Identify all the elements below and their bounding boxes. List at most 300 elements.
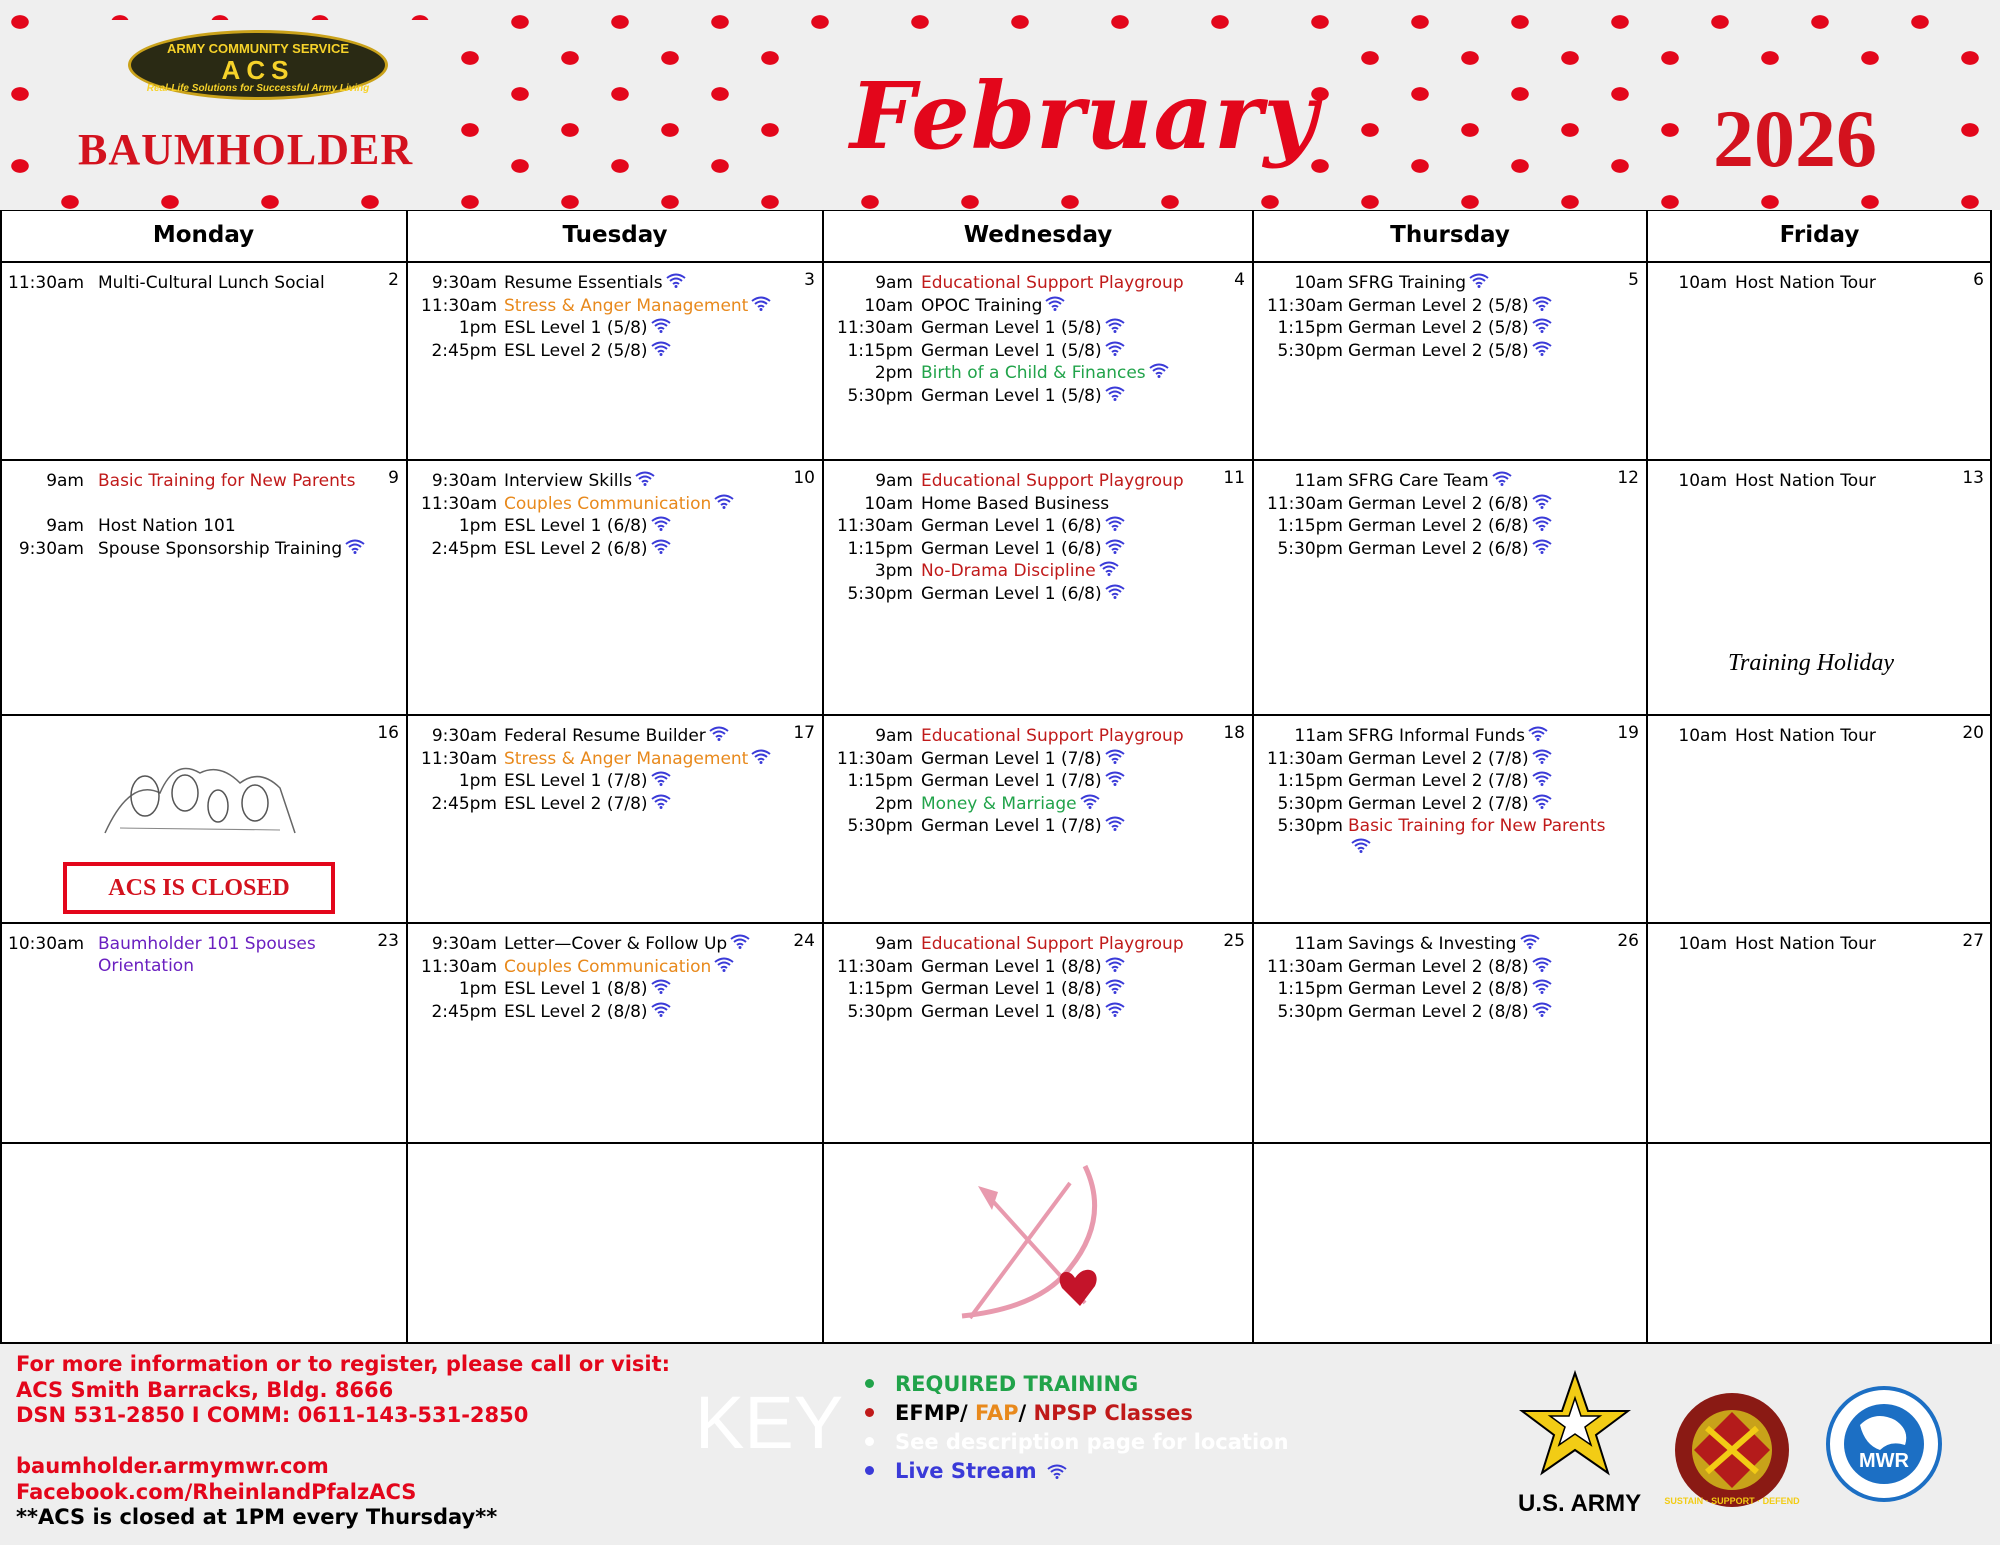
acs-logo [128,30,388,100]
day-cell [407,262,823,460]
event-name [1348,493,1552,515]
wifi-icon [1105,583,1125,605]
day-cell [407,923,823,1143]
event-label: Educational Support Playgroup [921,273,1184,293]
key-required-label: REQUIRED TRAINING [895,1372,1139,1396]
wifi-icon [1105,385,1125,407]
wifi-icon [635,470,655,492]
wifi-icon [751,748,771,770]
event-name [1348,538,1552,560]
event-name [98,272,325,294]
event-time: 11:30am [8,273,84,293]
event-name [504,538,671,560]
footer-link[interactable]: baumholder.armymwr.com [16,1454,329,1478]
event-label: German Level 1 (6/8) [921,583,1102,604]
event-time: 1pm [458,979,497,999]
event-time: 11:30am [421,295,497,316]
logo-line2: ACS [221,55,295,85]
day-number: 25 [1223,931,1245,951]
wifi-icon [1532,317,1552,339]
event-name [1348,470,1512,492]
month-title: February [850,62,1319,170]
day-number: 4 [1234,270,1245,290]
event-name [921,978,1125,1000]
event-label: German Level 1 (6/8) [921,516,1102,536]
event-time: 2:45pm [431,340,497,361]
event-name [921,725,1184,747]
event-name [1348,272,1489,294]
day-cell [823,923,1253,1143]
event-time: 3pm [874,561,913,581]
event-label: ESL Level 2 (7/8) [504,793,648,814]
event-label: Stress & Anger Management [504,748,749,769]
wifi-icon [1105,340,1125,362]
event-label: Letter—Cover & Follow Up [504,934,728,954]
day-cell [1253,460,1647,715]
acs-closed-notice: ACS IS CLOSED [63,862,335,914]
day-cell [1647,923,1992,1143]
day-number: 6 [1973,270,1984,290]
key-stream-label: Live Stream [895,1459,1037,1483]
wifi-icon [651,340,671,362]
wifi-icon [1105,978,1125,1000]
day-header-friday: Friday [1779,222,1860,248]
event-label: ESL Level 1 (7/8) [504,771,648,791]
event-label: German Level 2 (8/8) [1348,1001,1529,1022]
day-cell [407,715,823,923]
event-name [504,470,655,492]
event-name [1348,748,1552,770]
day-number: 18 [1223,723,1245,743]
day-cell [0,262,407,460]
event-time: 11:30am [1267,493,1343,514]
event-name [98,470,355,492]
event-label: Host Nation 101 [98,516,236,536]
event-label: Federal Resume Builder [504,726,706,746]
event-name [504,770,671,792]
unit-seal-icon [1664,1390,1800,1510]
event-time: 11am [1294,471,1343,491]
event-label: ESL Level 1 (5/8) [504,318,648,338]
event-label: Stress & Anger Management [504,295,749,316]
wifi-icon [1532,770,1552,792]
mwr-logo-icon [1825,1385,1943,1503]
wifi-icon [709,725,729,747]
event-label: Educational Support Playgroup [921,934,1184,954]
event-time: 10am [1678,726,1727,746]
key-required-training [895,1372,1138,1396]
event-time: 10am [1294,273,1343,293]
event-label: Birth of a Child & Finances [921,363,1146,383]
event-name [921,956,1125,978]
event-name [504,340,671,362]
key-green-dot [865,1379,874,1388]
event-label: German Level 1 (6/8) [921,538,1102,559]
event-name [1348,793,1552,815]
event-name [1735,933,1876,955]
day-cell [1647,715,1992,923]
event-name [504,793,671,815]
wifi-icon [651,317,671,339]
event-label: Couples Communication [504,493,712,514]
event-time: 9am [875,934,913,954]
wifi-icon [1532,956,1552,978]
event-time: 11am [1294,726,1343,746]
event-time: 10am [864,493,913,514]
event-label: Home Based Business [921,493,1110,514]
wifi-icon [751,295,771,317]
event-name [921,933,1184,955]
event-name [921,340,1125,362]
wifi-icon [1532,793,1552,815]
event-time: 1:15pm [1277,318,1343,338]
event-time: 9:30am [431,471,497,491]
event-label: Multi-Cultural Lunch Social [98,273,325,293]
wifi-icon [651,1001,671,1023]
wifi-icon [651,978,671,1000]
wifi-icon [1528,725,1548,747]
event-label: ESL Level 2 (5/8) [504,340,648,361]
event-time: 11:30am [421,748,497,769]
event-name [1735,272,1876,294]
event-name [1348,515,1552,537]
event-name [504,317,671,339]
event-label: Resume Essentials [504,273,663,293]
event-name [921,385,1125,407]
event-time: 1:15pm [1277,771,1343,791]
day-header-tuesday: Tuesday [562,222,668,248]
event-time: 1:15pm [847,771,913,791]
event-time: 9am [875,471,913,491]
event-time: 11:30am [421,956,497,977]
key-classes [895,1401,1193,1425]
day-cell [1253,923,1647,1143]
event-name [921,272,1184,294]
event-time: 11:30am [837,748,913,769]
event-time: 10am [1678,934,1727,954]
event-label: German Level 1 (8/8) [921,1001,1102,1022]
wifi-icon [1469,272,1489,294]
wifi-icon [1105,815,1125,837]
event-name [921,493,1109,515]
wifi-icon [1492,470,1512,492]
event-time: 11am [1294,934,1343,954]
event-time: 9:30am [431,934,497,954]
event-name [504,295,771,317]
event-time: 11:30am [837,516,913,536]
day-header-wednesday: Wednesday [963,222,1113,248]
event-time: 1:15pm [847,538,913,559]
event-name [1348,317,1552,339]
event-label: OPOC Training [921,295,1043,316]
wifi-icon [1080,793,1100,815]
event-label: German Level 2 (7/8) [1348,748,1529,769]
wifi-icon [1105,956,1125,978]
wifi-icon [714,956,734,978]
event-name [921,560,1119,582]
wifi-icon [666,272,686,294]
event-label: Basic Training for New Parents [1348,816,1606,836]
event-label: Host Nation Tour [1735,726,1876,746]
event-name [504,978,671,1000]
event-time: 2:45pm [431,538,497,559]
event-time: 5:30pm [1277,340,1343,361]
event-time: 5:30pm [847,1001,913,1022]
event-label: Basic Training for New Parents [98,471,356,491]
event-label: No-Drama Discipline [921,561,1096,581]
event-time: 10am [864,295,913,316]
logo-line1: ARMY COMMUNITY SERVICE [166,41,350,56]
key-blue-dot [865,1466,874,1475]
event-time: 5:30pm [1277,793,1343,814]
event-name [504,515,671,537]
event-label: SFRG Care Team [1348,471,1489,491]
day-number: 3 [804,270,815,290]
wifi-icon [651,515,671,537]
key-live-stream [895,1459,1067,1484]
wifi-icon [730,933,750,955]
wifi-icon [651,770,671,792]
day-number: 12 [1617,468,1639,488]
event-label: Couples Communication [504,956,712,977]
seal-text: SUSTAIN · SUPPORT · DEFEND [1664,1496,1800,1506]
day-number: 19 [1617,723,1639,743]
event-label: German Level 2 (6/8) [1348,538,1529,559]
wifi-icon [1105,770,1125,792]
wifi-icon [1532,978,1552,1000]
event-label: ESL Level 1 (6/8) [504,516,648,536]
event-label: German Level 2 (7/8) [1348,771,1529,791]
event-time: 11:30am [1267,748,1343,769]
event-time: 5:30pm [847,583,913,604]
location-title: BAUMHOLDER [78,125,414,174]
event-name [504,1001,671,1023]
event-time: 5:30pm [1277,816,1343,836]
event-name [921,793,1100,815]
event-name [921,748,1125,770]
army-label: U.S. ARMY [1518,1490,1642,1517]
event-time: 5:30pm [847,385,913,406]
key-white-dot [865,1437,874,1446]
event-time: 10am [1678,471,1727,491]
day-cell [1647,262,1992,460]
event-time: 9am [46,516,84,536]
wifi-icon [1532,340,1552,362]
wifi-icon [651,538,671,560]
event-label: Money & Marriage [921,793,1077,814]
wifi-icon [1105,748,1125,770]
event-name [98,933,367,977]
event-label: ESL Level 2 (6/8) [504,538,648,559]
day-number: 27 [1962,931,1984,951]
event-label: ESL Level 1 (8/8) [504,979,648,999]
footer-info-line: ACS Smith Barracks, Bldg. 8666 [16,1377,394,1402]
army-star-icon [1515,1368,1635,1478]
event-time: 1pm [458,516,497,536]
event-name [921,583,1125,605]
event-label: German Level 2 (5/8) [1348,295,1529,316]
event-name [921,515,1125,537]
event-label: Educational Support Playgroup [921,471,1184,491]
event-name [98,515,236,537]
event-name [1348,978,1552,1000]
cupid-bow-arrow-image [950,1158,1110,1328]
event-label: German Level 1 (5/8) [921,340,1102,361]
wifi-icon [1099,560,1119,582]
event-label: Host Nation Tour [1735,471,1876,491]
event-name [504,933,750,955]
event-name [921,362,1169,384]
event-name [921,470,1184,492]
event-label: German Level 1 (7/8) [921,816,1102,836]
event-time: 5:30pm [1277,538,1343,559]
event-name [921,538,1125,560]
event-name [1348,340,1552,362]
event-name [504,272,686,294]
day-cell [823,262,1253,460]
day-header-monday: Monday [152,222,255,248]
event-time: 2pm [874,363,913,383]
event-time: 11:30am [421,493,497,514]
event-label: SFRG Training [1348,273,1467,293]
event-time: 9:30am [18,538,84,559]
key-location [895,1430,1289,1454]
wifi-icon [1532,295,1552,317]
wifi-icon [345,538,365,560]
event-time: 10:30am [8,934,84,954]
event-label: Baumholder 101 Spouses Orientation [98,934,316,976]
event-time: 1:15pm [1277,516,1343,536]
event-name [504,725,729,747]
event-time: 1:15pm [1277,979,1343,999]
event-time: 10am [1678,273,1727,293]
event-time: 5:30pm [1277,1001,1343,1022]
event-name [921,1001,1125,1023]
event-label: German Level 1 (5/8) [921,318,1102,338]
event-label: German Level 1 (7/8) [921,748,1102,769]
event-name [921,295,1065,317]
event-label: German Level 2 (6/8) [1348,493,1529,514]
event-time: 1:15pm [847,979,913,999]
wifi-icon [1532,515,1552,537]
wifi-icon [1105,538,1125,560]
event-label: German Level 1 (8/8) [921,979,1102,999]
day-number: 16 [377,723,399,743]
day-number: 11 [1223,468,1245,488]
event-time: 11:30am [1267,295,1343,316]
wifi-icon [1532,748,1552,770]
wifi-icon [1105,1001,1125,1023]
key-fap-label: FAP [967,1401,1019,1425]
event-time: 2:45pm [431,1001,497,1022]
event-name [98,538,365,560]
day-cell [0,460,407,715]
wifi-icon [651,793,671,815]
event-label: Educational Support Playgroup [921,726,1184,746]
event-time: 11:30am [837,318,913,338]
day-number: 23 [377,931,399,951]
event-time: 11:30am [1267,956,1343,977]
event-name [504,956,734,978]
event-name [1348,815,1607,859]
day-cell [1253,262,1647,460]
day-cell [823,460,1253,715]
footer-info-line: For more information or to register, please call or visit: [16,1352,671,1376]
event-label: German Level 2 (8/8) [1348,979,1529,999]
mount-rushmore-sketch [100,738,300,848]
footer-info-line: **ACS is closed at 1PM every Thursday** [16,1505,498,1529]
event-label: Interview Skills [504,471,633,491]
wifi-icon [1532,1001,1552,1023]
day-number: 13 [1962,468,1984,488]
wifi-icon [1045,295,1065,317]
event-time: 9am [46,471,84,491]
event-name [1348,956,1552,978]
wifi-icon [1520,933,1540,955]
wifi-icon [1532,493,1552,515]
day-cell [1253,715,1647,923]
key-title: KEY [695,1381,844,1464]
event-time: 9am [875,726,913,746]
event-time: 9am [875,273,913,293]
event-label: German Level 2 (7/8) [1348,793,1529,814]
event-name [1735,470,1876,492]
day-cell [0,923,407,1143]
event-label: ESL Level 2 (8/8) [504,1001,648,1022]
event-label: German Level 1 (5/8) [921,385,1102,406]
event-name [921,317,1125,339]
event-name [504,748,771,770]
day-number: 2 [388,270,399,290]
event-name [1348,933,1540,955]
day-number: 9 [388,468,399,488]
mwr-label: MWR [1859,1450,1909,1472]
day-cell [823,715,1253,923]
event-time: 9:30am [431,726,497,746]
day-number: 10 [793,468,815,488]
event-label: Host Nation Tour [1735,934,1876,954]
event-name [1348,770,1552,792]
footer-link[interactable]: Facebook.com/RheinlandPfalzACS [16,1479,417,1504]
key-efmp-label: EFMP/ [895,1401,968,1425]
event-time: 2pm [874,793,913,814]
event-name [1348,295,1552,317]
day-number: 26 [1617,931,1639,951]
wifi-icon [1105,317,1125,339]
training-holiday-note: Training Holiday [1728,650,1895,676]
event-name [1348,725,1548,747]
event-time: 9:30am [431,273,497,293]
wifi-icon [1105,515,1125,537]
day-number: 24 [793,931,815,951]
day-number: 20 [1962,723,1984,743]
event-time: 2:45pm [431,793,497,814]
event-label: Spouse Sponsorship Training [98,538,343,559]
key-location-label: See description page for location [895,1430,1289,1454]
event-label: Savings & Investing [1348,934,1517,954]
wifi-icon [1351,837,1371,859]
logo-line3: Real-Life Solutions for Successful Army Living [146,83,370,94]
day-number: 17 [793,723,815,743]
event-label: German Level 2 (6/8) [1348,516,1529,536]
day-number: 5 [1628,270,1639,290]
day-cell [407,460,823,715]
event-label: German Level 1 (7/8) [921,771,1102,791]
event-label: SFRG Informal Funds [1348,726,1525,746]
event-time: 1pm [458,318,497,338]
event-label: German Level 2 (5/8) [1348,318,1529,338]
event-time: 11:30am [837,956,913,977]
